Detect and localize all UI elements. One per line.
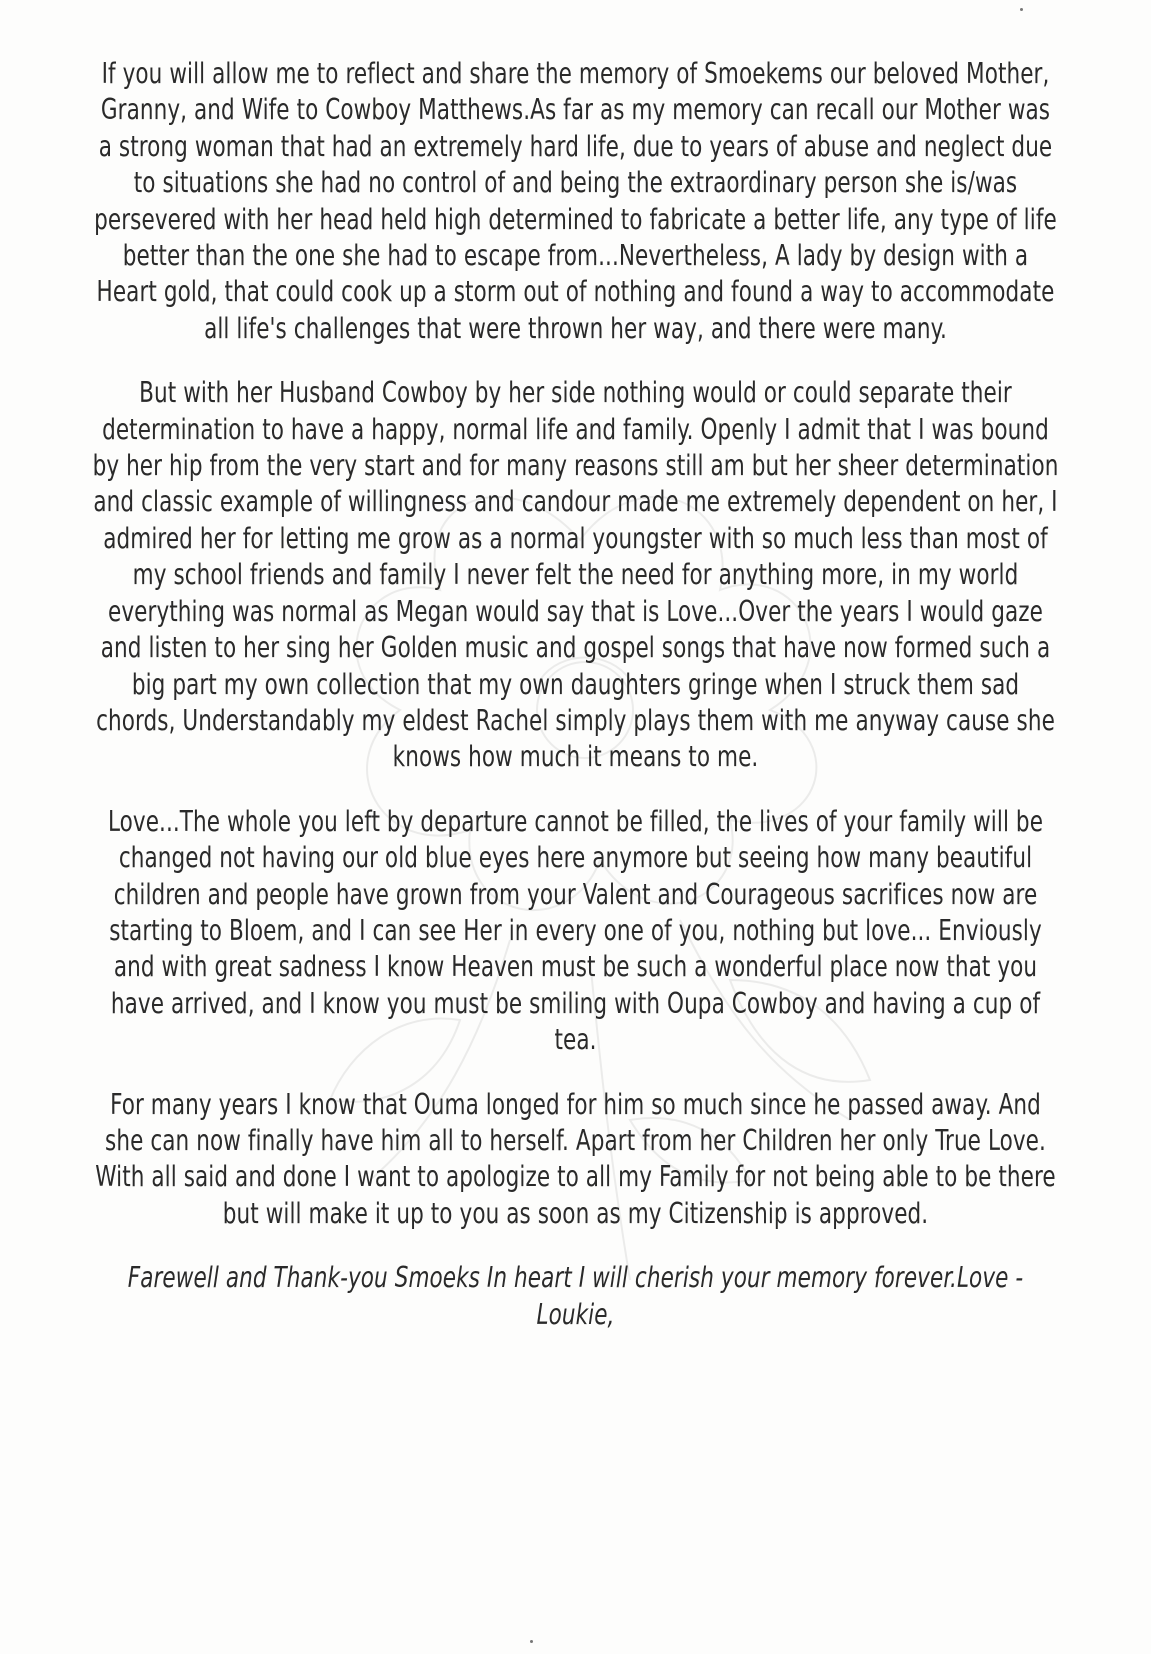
scan-speck: [530, 1640, 533, 1643]
memorial-letter: [92, 56, 1059, 1361]
paragraph-1: If you will allow me to reflect and share the memory of Smoekems our beloved Mother, Granny, and Wife to Cowboy Matthews.As far as my memory can recall our Mother was a strong woman that had an extremely hard life, due to years of abuse and neglect due to situations she had no control of and being the extraordinary person she is/was persevered with her head held high determined to fabricate a better life, any type of life better than the one she had to escape from...Nevertheless, A lady by design with a Heart gold, that could cook up a storm out of nothing and found a way to accommodate all life's challenges that were thrown her way, and there were many.: [94, 57, 1057, 345]
paragraph-2: But with her Husband Cowboy by her side nothing would or could separate their determination to have a happy, normal life and family. Openly I admit that I was bound by her hip from the very start and for many reasons still am but her sheer determination and classic example of willingness and candour made me extremely dependent on her, I admired her for letting me grow as a normal youngster with so much less than most of my school friends and family I never felt the need for anything more, in my world everything was normal as Megan would say that is Love...Over the years I would gaze and listen to her sing her Golden music and gospel songs that have now formed such a big part my own collection that my own daughters gringe when I struck them sad chords, Understandably my eldest Rachel simply plays them with me anyway cause she knows how much it means to me.: [92, 376, 1059, 774]
paragraph-4: For many years I know that Ouma longed for him so much since he passed away. And she can now finally have him all to herself. Apart from her Children her only True Love. With all said and done I want to apologize to all my Family for not being able to be there but will make it up to you as soon as my Citizenship is approved.: [95, 1087, 1056, 1230]
paragraph-3: Love...The whole you left by departure cannot be filled, the lives of your family will be changed not having our old blue eyes here anymore but seeing how many beautiful children and people have grown from your Valent and Courageous sacrifices now are starting to Bloem, and I can see Her in every one of you, nothing but love... Enviously and with great sadness I know Heaven must be such a wonderful place now that you have arrived, and I know you must be smiling with Oupa Cowboy and having a cup of tea.: [107, 804, 1044, 1057]
closing-signature: Farewell and Thank-you Smoeks In heart I will cherish your memory forever.Love - Loukie,: [127, 1261, 1024, 1331]
scan-speck: [1020, 8, 1023, 11]
